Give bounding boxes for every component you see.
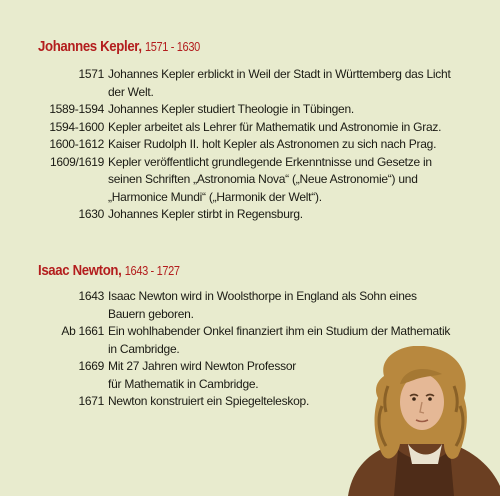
timeline-text: Johannes Kepler studiert Theologie in Tübingen. <box>108 102 354 116</box>
timeline-year: 1594-1600 <box>49 119 104 134</box>
timeline-year: 1671 <box>78 394 104 408</box>
timeline-row <box>0 66 500 101</box>
timeline-text: Kepler veröffentlicht grundlegende Erkenntnisse und Gesetze in seinen Schriften „Astronomia Nova“ („Neue Astronomie“) und „Harmonice Mundi“ („Harmonik der Welt“). <box>108 154 432 204</box>
timeline-year: 1669 <box>78 359 104 373</box>
timeline-row <box>0 206 500 224</box>
timeline-row <box>0 136 500 154</box>
timeline-year: 1571 <box>78 67 104 81</box>
newton-portrait <box>338 346 500 496</box>
timeline-text: Mit 27 Jahren wird Newton Professor für Mathematik in Cambridge. <box>108 359 296 391</box>
timeline-text: Ein wohlhabender Onkel finanziert ihm ein Studium der Mathematik in Cambridge. <box>108 324 451 356</box>
timeline-text: Kaiser Rudolph II. holt Kepler als Astronomen zu sich nach Prag. <box>108 137 437 151</box>
timeline-year: 1630 <box>78 207 104 221</box>
timeline-year: 1600-1612 <box>49 137 104 151</box>
kepler-dates: 1571 - 1630 <box>145 40 200 54</box>
timeline-year: Ab 1661 <box>61 324 104 338</box>
timeline-year: 1609/1619 <box>49 154 104 169</box>
kepler-heading: Johannes Kepler, 1571 - 1630 <box>38 38 200 55</box>
timeline-row <box>0 288 500 323</box>
kepler-timeline <box>0 66 500 224</box>
timeline-row <box>0 154 500 207</box>
timeline-row <box>0 101 500 119</box>
timeline-year: 1643 <box>78 289 104 303</box>
timeline-text: Kepler arbeitet als Lehrer für Mathematik und Astronomie in Graz. <box>108 119 442 134</box>
newton-heading: Isaac Newton, 1643 - 1727 <box>38 262 180 279</box>
timeline-text: Johannes Kepler erblickt in Weil der Stadt in Württemberg das Licht der Welt. <box>108 67 451 99</box>
timeline-text: Isaac Newton wird in Woolsthorpe in England als Sohn eines Bauern geboren. <box>108 289 417 321</box>
timeline-row <box>0 119 500 137</box>
newton-name: Isaac Newton <box>38 262 119 279</box>
kepler-name: Johannes Kepler <box>38 38 139 55</box>
timeline-year: 1589-1594 <box>49 102 104 116</box>
timeline-text: Johannes Kepler stirbt in Regensburg. <box>108 207 303 221</box>
timeline-text: Newton konstruiert ein Spiegelteleskop. <box>108 394 310 408</box>
newton-dates: 1643 - 1727 <box>124 264 180 278</box>
